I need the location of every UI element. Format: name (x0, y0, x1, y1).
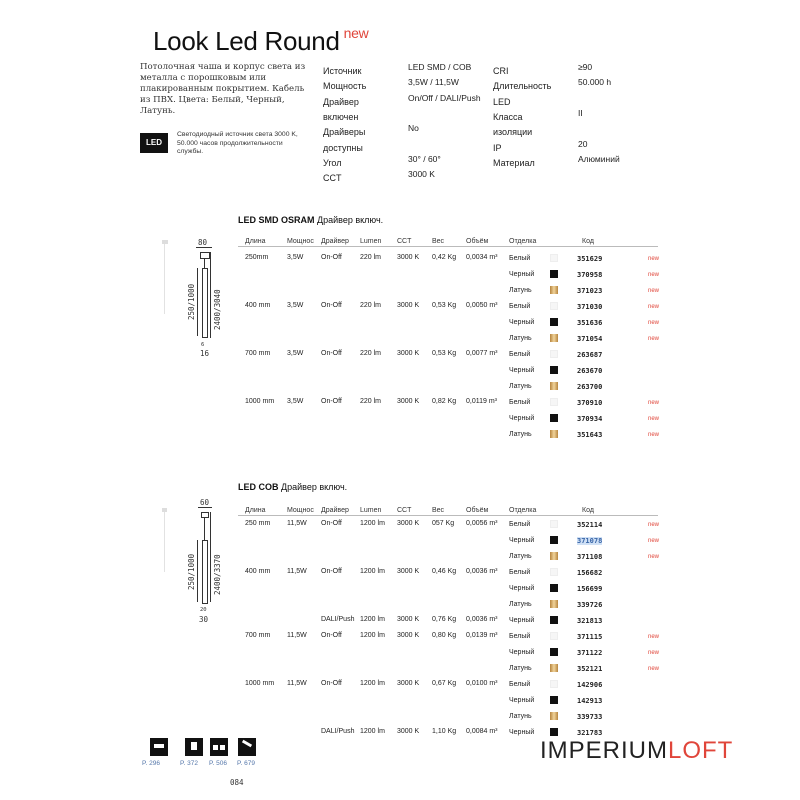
table-cell: 0,67 Kg (432, 680, 457, 687)
column-header: Код (582, 238, 594, 245)
section1-title-rest: Драйвер включ. (317, 215, 384, 225)
table-cell: 3000 K (397, 680, 420, 687)
table-cell: 700 mm (245, 350, 271, 357)
table-cell: 3000 K (397, 350, 420, 357)
section1-title (238, 215, 383, 225)
spec-label: Материал (493, 157, 535, 168)
product-title (153, 26, 368, 57)
table-cell: 1200 lm (360, 520, 385, 527)
finish-swatch (550, 430, 558, 438)
table-cell: 3000 K (397, 302, 420, 309)
column-header: CCT (397, 507, 412, 514)
table-cell: On-Off (321, 302, 342, 309)
product-code: 321783 (577, 729, 603, 737)
spec-value: 50.000 h (578, 77, 612, 88)
title-new-tag: new (343, 25, 369, 41)
new-tag: new (648, 650, 660, 656)
product-ref-icon-2[interactable] (185, 738, 203, 756)
product-code: 371023 (577, 287, 603, 295)
column-header: Отделка (509, 507, 537, 514)
spec-label: изоляции (493, 127, 533, 138)
product-code: 339733 (577, 713, 603, 721)
section2-title-rest: Драйвер включ. (281, 482, 348, 492)
table-cell: On-Off (321, 398, 342, 405)
finish-label: Черный (509, 649, 535, 656)
table-cell: 0,0100 m³ (466, 680, 498, 687)
table-cell: 3,5W (287, 350, 304, 357)
finish-swatch (550, 616, 558, 624)
table-cell: 220 lm (360, 398, 382, 405)
finish-label: Латунь (509, 431, 532, 438)
table-cell: On-Off (321, 254, 342, 261)
finish-label: Белый (509, 521, 531, 528)
spec-label: Класса (493, 111, 523, 122)
product-code: 339726 (577, 601, 603, 609)
column-header: Отделка (509, 238, 537, 245)
finish-label: Черный (509, 415, 535, 422)
dim2-total: 2400/3370 (213, 554, 222, 595)
table-cell: 0,0036 m³ (466, 616, 498, 623)
product-code: 371122 (577, 649, 603, 657)
new-tag: new (648, 432, 660, 438)
table-cell: 250mm (245, 254, 269, 261)
new-tag: new (648, 272, 660, 278)
finish-swatch (550, 632, 558, 640)
column-header: CCT (397, 238, 412, 245)
finish-swatch (550, 584, 558, 592)
dim-length: 250/1000 (187, 283, 196, 320)
product-code: 351643 (577, 431, 603, 439)
table-cell: 0,0056 m³ (466, 520, 498, 527)
table-cell: On-Off (321, 520, 342, 527)
table-cell: 220 lm (360, 302, 382, 309)
lamp-body (202, 268, 208, 338)
finish-label: Латунь (509, 335, 532, 342)
spec-label: CRI (493, 66, 509, 76)
new-tag: new (648, 666, 660, 672)
finish-swatch (550, 664, 558, 672)
finish-swatch (550, 286, 558, 294)
new-tag: new (648, 288, 660, 294)
spec-value: II (578, 107, 583, 118)
section1-header-rule (238, 246, 658, 247)
column-header: Мощнос (287, 238, 314, 245)
finish-label: Черный (509, 729, 535, 736)
table-cell: 3000 K (397, 254, 420, 261)
new-tag: new (648, 554, 660, 560)
table-cell: 1200 lm (360, 680, 385, 687)
table-cell: DALI/Push (321, 616, 355, 623)
table-cell: 220 lm (360, 350, 382, 357)
table-cell: 400 mm (245, 568, 271, 575)
column-header: Длина (245, 507, 266, 514)
finish-swatch (550, 712, 558, 720)
dim-top-line (196, 247, 212, 248)
finish-swatch (550, 270, 558, 278)
product-code: 371054 (577, 335, 603, 343)
table-cell: 3000 K (397, 632, 420, 639)
finish-swatch (550, 414, 558, 422)
lamp2-body (202, 540, 208, 604)
finish-swatch (550, 254, 558, 262)
lamp-canopy (200, 252, 210, 259)
dim-bottom: 16 (200, 349, 210, 358)
finish-swatch (550, 536, 558, 544)
column-header: Вес (432, 238, 445, 245)
new-tag: new (648, 538, 660, 544)
table-cell: 11,5W (287, 568, 307, 575)
product-code: 352114 (577, 521, 603, 529)
new-tag: new (648, 304, 660, 310)
table-cell: 11,5W (287, 632, 307, 639)
finish-label: Латунь (509, 383, 532, 390)
product-code: 371108 (577, 553, 603, 561)
finish-label: Черный (509, 319, 535, 326)
product-code: 371078 (577, 537, 603, 545)
section2-title-bold: LED COB (238, 482, 279, 492)
new-tag: new (648, 336, 660, 342)
lamp-cable-small (164, 244, 165, 314)
lamp2-cable-small (164, 512, 165, 572)
spec-label: Длительность (493, 81, 552, 92)
spec-label: Источник (323, 66, 362, 76)
product-code: 156699 (577, 585, 603, 593)
product-code: 263700 (577, 383, 603, 391)
finish-swatch (550, 600, 558, 608)
spec-label: CCT (323, 173, 342, 184)
dim-total-line (210, 252, 211, 338)
column-header: Вес (432, 507, 445, 514)
new-tag: new (648, 522, 660, 528)
finish-label: Белый (509, 303, 531, 310)
table-cell: 3000 K (397, 568, 420, 575)
spec-value: 30° / 60° (408, 153, 441, 164)
product-ref-icon-4[interactable] (238, 738, 256, 756)
finish-swatch (550, 680, 558, 688)
finish-swatch (550, 520, 558, 528)
table-cell: 0,42 Kg (432, 254, 457, 261)
table-cell: 1200 lm (360, 632, 385, 639)
column-header: Lumen (360, 238, 382, 245)
dim2-top: 60 (200, 498, 210, 507)
finish-label: Черный (509, 585, 535, 592)
finish-swatch (550, 568, 558, 576)
intro-text: Потолочная чаша и корпус света из металла с порошковым или плакированным покрытием. Кабель из ПВХ. Цвета: Белый, Черный, Латунь. (140, 62, 306, 116)
finish-label: Белый (509, 633, 531, 640)
product-code: 263687 (577, 351, 603, 359)
column-header: Lumen (360, 507, 382, 514)
dim2-length: 250/1000 (187, 553, 196, 590)
table-cell: 0,53 Kg (432, 302, 457, 309)
product-code: 156682 (577, 569, 603, 577)
finish-swatch (550, 334, 558, 342)
dim-bottom-small: 6 (201, 342, 205, 348)
section2-header-rule (238, 515, 658, 516)
table-cell: 0,53 Kg (432, 350, 457, 357)
finish-label: Белый (509, 351, 531, 358)
table-cell: 3,5W (287, 398, 304, 405)
finish-swatch (550, 366, 558, 374)
table-cell: 1200 lm (360, 728, 385, 735)
finish-swatch (550, 696, 558, 704)
product-code: 371030 (577, 303, 603, 311)
finish-label: Латунь (509, 553, 532, 560)
spec-value: On/Off / DALI/Push (408, 92, 481, 103)
finish-label: Латунь (509, 665, 532, 672)
finish-label: Черный (509, 617, 535, 624)
brand-watermark (540, 737, 733, 765)
finish-swatch (550, 382, 558, 390)
dim-length-line (197, 268, 198, 336)
product-code: 321813 (577, 617, 603, 625)
finish-label: Черный (509, 271, 535, 278)
table-cell: 0,0034 m³ (466, 254, 498, 261)
spec-label: включен (323, 111, 359, 122)
column-header: Драйвер (321, 507, 349, 514)
product-ref-4[interactable]: P. 679 (237, 760, 255, 767)
product-code: 263670 (577, 367, 603, 375)
new-tag: new (648, 320, 660, 326)
spec-label: Драйвер (323, 96, 359, 107)
table-cell: 3000 K (397, 616, 420, 623)
finish-label: Черный (509, 537, 535, 544)
table-cell: 220 lm (360, 254, 382, 261)
product-code: 351629 (577, 255, 603, 263)
product-ref-icon-1[interactable] (150, 738, 168, 756)
table-cell: 250 mm (245, 520, 271, 527)
brand-part-a: IMPERIUM (540, 737, 668, 764)
spec-label: IP (493, 142, 502, 153)
finish-label: Белый (509, 569, 531, 576)
finish-swatch (550, 648, 558, 656)
title-text: Look Led Round (153, 26, 340, 56)
spec-label: LED (493, 96, 511, 107)
column-header: Код (582, 507, 594, 514)
table-cell: 3,5W (287, 302, 304, 309)
lamp-canopy-small (162, 240, 168, 244)
table-cell: 0,80 Kg (432, 632, 457, 639)
product-code: 142906 (577, 681, 603, 689)
table-cell: 3,5W (287, 254, 304, 261)
table-cell: 3000 K (397, 728, 420, 735)
table-cell: 1,10 Kg (432, 728, 457, 735)
finish-label: Черный (509, 367, 535, 374)
dim2-total-line (210, 512, 211, 602)
new-tag: new (648, 634, 660, 640)
table-cell: On-Off (321, 350, 342, 357)
led-note: Светодиодный источник света 3000 K, 50.000 часов продолжительности службы. (177, 131, 298, 155)
spec-value: No (408, 123, 419, 134)
finish-swatch (550, 728, 558, 736)
column-header: Длина (245, 238, 266, 245)
spec-value: 20 (578, 138, 588, 149)
dim2-length-line (197, 540, 198, 602)
table-cell: 0,0139 m³ (466, 632, 498, 639)
finish-swatch (550, 318, 558, 326)
column-header: Объём (466, 507, 489, 514)
table-cell: 400 mm (245, 302, 271, 309)
product-ref-1[interactable]: P. 296 (142, 760, 160, 767)
column-header: Мощнос (287, 507, 314, 514)
finish-label: Черный (509, 697, 535, 704)
table-cell: 700 mm (245, 632, 271, 639)
lamp2-canopy (201, 512, 209, 518)
spec-value: 3000 K (408, 169, 435, 180)
table-cell: 11,5W (287, 680, 307, 687)
product-code: 370910 (577, 399, 603, 407)
table-cell: On-Off (321, 680, 342, 687)
product-code: 370934 (577, 415, 603, 423)
finish-swatch (550, 302, 558, 310)
table-cell: 0,46 Kg (432, 568, 457, 575)
table-cell: 0,76 Kg (432, 616, 457, 623)
column-header: Драйвер (321, 238, 349, 245)
product-code: 370958 (577, 271, 603, 279)
table-cell: 3000 K (397, 398, 420, 405)
page-number: 084 (230, 778, 244, 787)
spec-value: LED SMD / COB (408, 62, 472, 72)
new-tag: new (648, 400, 660, 406)
table-cell: 1200 lm (360, 616, 385, 623)
table-cell: 0,0119 m³ (466, 398, 497, 405)
table-cell: 0,0077 m³ (466, 350, 498, 357)
product-code: 351636 (577, 319, 603, 327)
dim2-top-line (198, 507, 212, 508)
dim-top: 80 (198, 238, 208, 247)
product-code: 371115 (577, 633, 603, 641)
dim2-bottom: 30 (199, 615, 209, 624)
table-cell: 0,0036 m³ (466, 568, 498, 575)
new-tag: new (648, 256, 660, 262)
finish-label: Латунь (509, 713, 532, 720)
spec-label: Мощность (323, 81, 367, 92)
finish-label: Латунь (509, 287, 532, 294)
table-cell: 3000 K (397, 520, 420, 527)
dim2-bottom-small: 20 (200, 607, 207, 613)
column-header: Объём (466, 238, 489, 245)
finish-swatch (550, 552, 558, 560)
finish-label: Белый (509, 399, 531, 406)
finish-label: Белый (509, 681, 531, 688)
finish-label: Белый (509, 255, 531, 262)
table-cell: 1200 lm (360, 568, 385, 575)
table-cell: 0,0050 m³ (466, 302, 498, 309)
table-cell: 0,0084 m³ (466, 728, 498, 735)
table-cell: On-Off (321, 632, 342, 639)
finish-swatch (550, 350, 558, 358)
finish-swatch (550, 398, 558, 406)
spec-label: доступны (323, 142, 363, 153)
spec-value: ≥90 (578, 62, 593, 72)
spec-value: 3,5W / 11,5W (408, 77, 459, 88)
table-cell: DALI/Push (321, 728, 355, 735)
section1-title-bold: LED SMD OSRAM (238, 215, 315, 225)
product-ref-3[interactable]: P. 506 (209, 760, 227, 767)
table-cell: On-Off (321, 568, 342, 575)
finish-label: Латунь (509, 601, 532, 608)
dim-total: 2400/3040 (213, 289, 222, 330)
table-cell: 057 Kg (432, 520, 455, 527)
product-code: 352121 (577, 665, 603, 673)
section2-title (238, 482, 347, 492)
table-cell: 1000 mm (245, 680, 275, 687)
product-code: 142913 (577, 697, 603, 705)
product-ref-icon-3[interactable] (210, 738, 228, 756)
new-tag: new (648, 416, 660, 422)
table-cell: 11,5W (287, 520, 307, 527)
product-ref-2[interactable]: P. 372 (180, 760, 198, 767)
table-cell: 0,82 Kg (432, 398, 457, 405)
spec-value: Алюминий (578, 153, 620, 164)
led-badge: LED (140, 133, 168, 153)
spec-label: Драйверы (323, 127, 366, 138)
table-cell: 1000 mm (245, 398, 275, 405)
brand-part-b: LOFT (668, 737, 734, 764)
spec-label: Угол (323, 157, 342, 168)
